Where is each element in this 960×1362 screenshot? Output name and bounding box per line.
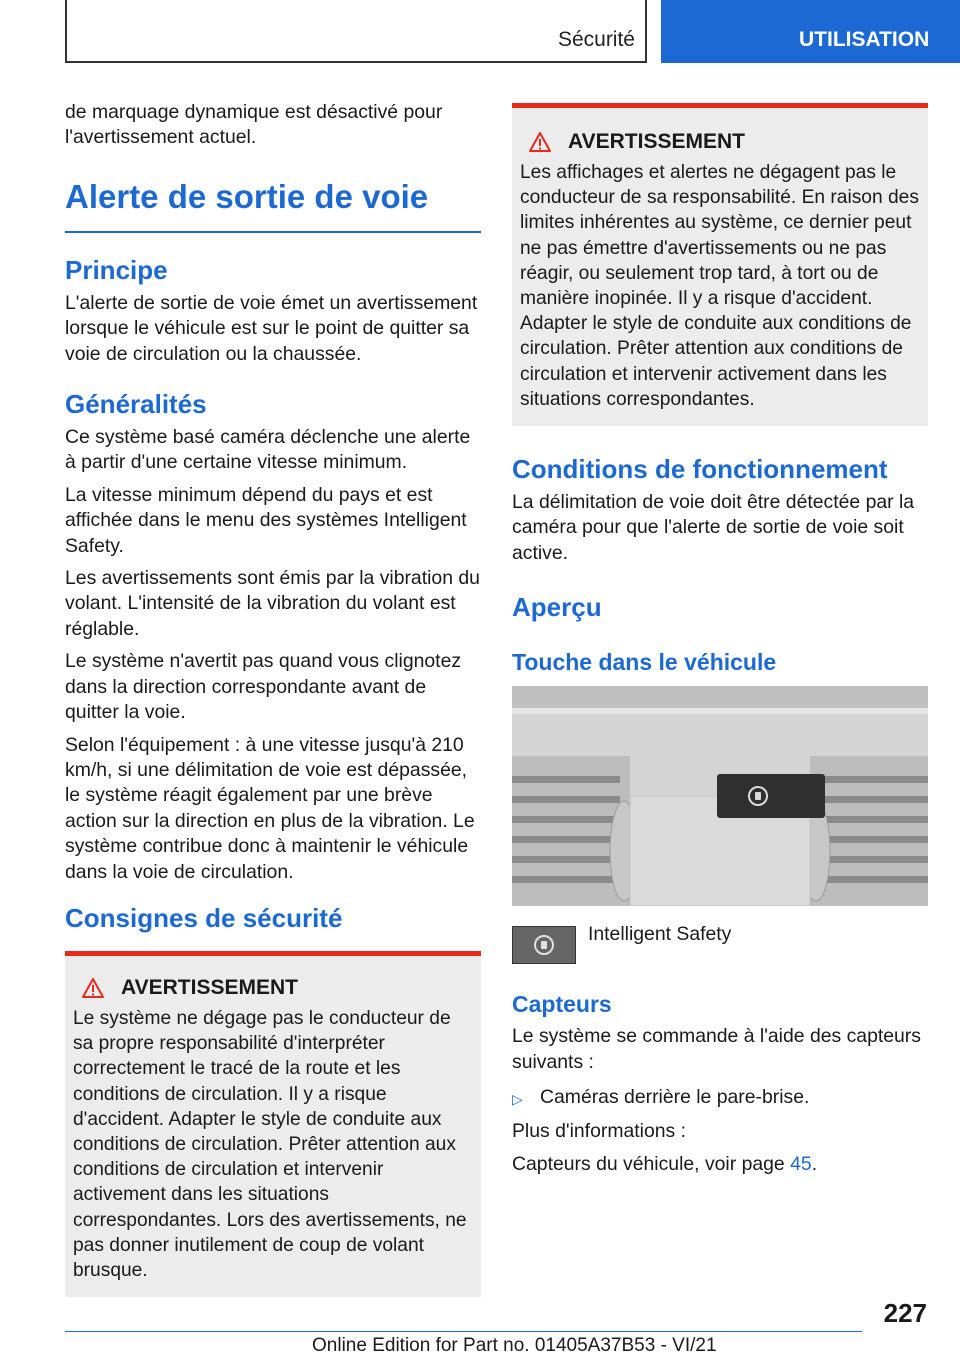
safety-heading: Consignes de sécurité — [65, 902, 343, 933]
touche-heading: Touche dans le véhicule — [512, 649, 777, 676]
apercu-heading: Aperçu — [512, 592, 602, 623]
intelligent-safety-button[interactable] — [717, 774, 825, 818]
capteurs-heading: Capteurs — [512, 991, 612, 1018]
page-number: 227 — [883, 1298, 927, 1328]
legend-label: Intelligent Safety — [588, 923, 732, 946]
principe-text: L'alerte de sortie de voie émet un avertissement lorsque le véhicule est sur le point de quitter sa voie de circulation ou la chaussée. — [65, 291, 478, 365]
footer-divider — [65, 1331, 862, 1332]
left-air-vent — [512, 756, 638, 906]
reference-text: Capteurs du véhicule, voir page — [512, 1152, 791, 1175]
generalites-paragraph: Ce système basé caméra déclenche une alerte à partir d'une certaine vitesse minimum. — [65, 426, 471, 474]
header-chapter-tab[interactable]: UTILISATION — [661, 0, 960, 63]
page-reference-link[interactable]: 45 — [790, 1152, 812, 1175]
vehicle-button-photo — [512, 686, 928, 906]
warning-header — [73, 976, 473, 1000]
generalites-paragraph: Le système n'avertit pas quand vous clignotez dans la direction correspondante avant de quitter la voie. — [65, 650, 462, 724]
generalites-paragraph: La vitesse minimum dépend du pays et est affichée dans le menu des systèmes Intelligent Safety. — [65, 483, 467, 557]
warning-box — [65, 951, 481, 1297]
header-section-title: Sécurité — [557, 28, 635, 51]
left-column — [65, 100, 481, 1297]
list-item — [512, 1085, 928, 1112]
generalites-heading: Généralités — [65, 389, 207, 420]
conditions-text: La délimitation de voie doit être détectée par la caméra pour que l'alerte de sortie de voie soit active. — [512, 491, 915, 564]
more-info-text: Plus d'informations : — [512, 1120, 686, 1143]
intelligent-safety-button-icon — [512, 926, 576, 964]
warning-triangle-icon — [81, 977, 105, 999]
warning-text: Les affichages et alertes ne dégagent pas le conducteur de sa responsabilité. En raison des limites inhérentes au système, ce dernier peut ne pas émettre d'avertissements ou ne pas réagir, ou seulement trop tard, à tort ou de manière inopinée. Il y a risque d'accident. Adapter le style de conduite aux conditions de circulation. Prêter attention aux conditions de circulation et intervenir activement dans les situations correspondantes. — [520, 162, 919, 410]
warning-header — [520, 130, 920, 154]
conditions-heading: Conditions de fonctionnement — [512, 454, 888, 485]
bullet-triangle-icon: ▷ — [512, 1091, 523, 1108]
right-column — [512, 103, 928, 1184]
warning-label: AVERTISSEMENT — [121, 975, 298, 999]
generalites-paragraph: Les avertissements sont émis par la vibration du volant. L'intensité de la vibration du volant est réglable. — [65, 567, 480, 640]
button-legend — [512, 923, 928, 964]
generalites-paragraph: Selon l'équipement : à une vitesse jusqu'à 210 km/h, si une délimitation de voie est dépassée, le système réagit également par une brève action sur la direction en plus de la vibration. Le système contribue donc à maintenir le véhicule dans la voie de circulation. — [65, 733, 475, 883]
page-title: Alerte de sortie de voie — [65, 177, 481, 233]
principe-heading: Principe — [65, 254, 168, 285]
bullet-text: Caméras derrière le pare-brise. — [540, 1086, 810, 1109]
warning-label: AVERTISSEMENT — [568, 130, 745, 153]
warning-triangle-icon — [528, 131, 552, 153]
warning-box — [512, 103, 928, 426]
reference-end: . — [811, 1152, 818, 1175]
footer-edition: Online Edition for Part no. 01405A37B53 - VI/21 — [312, 1335, 717, 1356]
reference-line — [512, 1152, 928, 1177]
capteurs-text: Le système se commande à l'aide des capteurs suivants : — [512, 1025, 921, 1073]
warning-text: Le système ne dégage pas le conducteur de sa propre responsabilité d'interpréter correctement le tracé de la route et les conditions de circulation. Il y a risque d'accident. Adapter le style de conduite aux conditions de circulation. Prêter attention aux conditions de circulation et intervenir activement dans les situations correspondantes. Lors des avertissements, ne pas donner inutilement de coup de volant brusque. — [73, 1007, 467, 1281]
intro-text: de marquage dynamique est désactivé pour l'avertissement actuel. — [65, 101, 443, 149]
